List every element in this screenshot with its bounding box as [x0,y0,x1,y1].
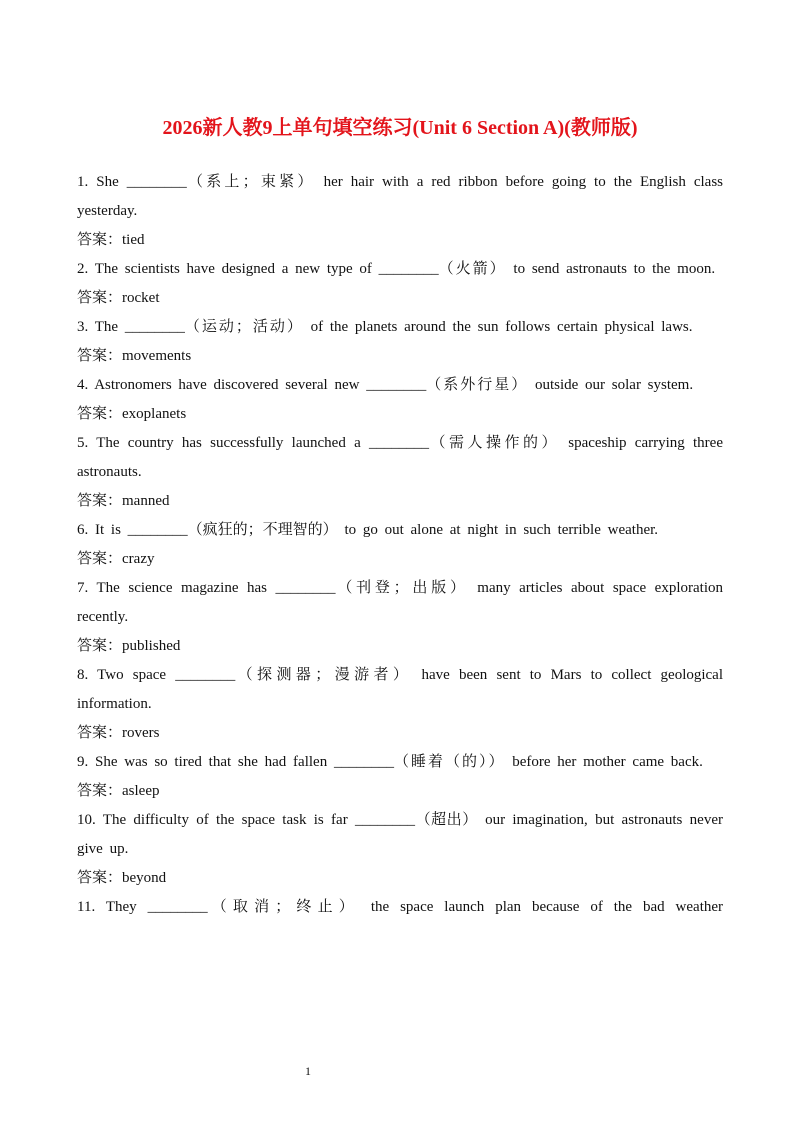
question-text-before: The science magazine has [96,580,268,596]
question-9 [77,748,723,777]
answer-blank: ________ [378,261,439,277]
question-text-before: It is [95,522,121,538]
chinese-hint: （取消；终止） [207,899,360,915]
answer-blank: ________ [127,522,188,538]
answer-text: rocket [122,290,160,306]
answer-blank: ________ [333,754,394,770]
answer-8 [77,719,723,748]
answer-text: manned [122,493,170,509]
answer-label: 答案： [77,493,123,509]
question-text-after: the space launch plan because of the bad weather [370,899,724,915]
question-5 [77,429,723,487]
document-title: 2026新人教9上单句填空练习(Unit 6 Section A)(教师版) [162,117,638,139]
answer-blank: ________ [175,667,236,683]
question-text-before: Two space [97,667,167,683]
answer-text: published [122,638,181,654]
chinese-hint: （系外行星） [426,377,529,393]
chinese-hint: （刊登；出版） [335,580,469,596]
answer-label: 答案： [77,638,123,654]
question-text-before: They [105,899,137,915]
question-number: 10. [77,812,96,828]
question-text-after: of the planets around the sun follows certain physical laws. [310,319,693,335]
answer-text: exoplanets [122,406,187,422]
question-10 [77,806,723,864]
question-text-after: have been sent to Mars to collect geological information. [77,667,724,712]
answer-text: tied [122,232,145,248]
answer-blank: ________ [126,174,187,190]
question-text-after: her hair with a red ribbon before going to the English class yesterday. [77,174,723,219]
chinese-hint: （睡着（的）） [393,754,506,770]
answer-label: 答案： [77,551,123,567]
question-2 [77,255,723,284]
answer-text: beyond [122,870,167,886]
question-text-after: spaceship carrying three astronauts. [77,435,723,480]
question-text-after: our imagination, but astronauts never give up. [77,812,723,857]
chinese-hint: （疯狂的；不理智的） [187,522,338,538]
chinese-hint: （运动；活动） [184,319,304,335]
answer-2 [77,284,723,313]
question-text-after: to go out alone at night in such terrible weather. [344,522,659,538]
question-text-before: The difficulty of the space task is far [102,812,348,828]
question-text-after: to send astronauts to the moon. [513,261,716,277]
question-6 [77,516,723,545]
answer-blank: ________ [355,812,416,828]
answer-text: crazy [122,551,155,567]
question-number: 11. [77,899,96,915]
answer-text: rovers [122,725,160,741]
answer-label: 答案： [77,232,123,248]
question-text-before: The country has successfully launched a [96,435,361,451]
question-number: 7. [77,580,89,596]
answer-label: 答案： [77,348,123,364]
question-text-after: outside our solar system. [534,377,694,393]
question-number: 5. [77,435,89,451]
question-number: 3. [77,319,89,335]
answer-label: 答案： [77,725,123,741]
question-text-before: The [94,319,119,335]
answer-text: movements [122,348,192,364]
answer-label: 答案： [77,290,123,306]
answer-blank: ________ [275,580,336,596]
question-number: 4. [77,377,89,393]
question-11 [77,893,723,922]
question-number: 6. [77,522,89,538]
question-text-before: She was so tired that she had fallen [95,754,328,770]
question-3 [77,313,723,342]
question-number: 8. [77,667,89,683]
page-number: 1 [305,1064,311,1078]
answer-label: 答案： [77,783,123,799]
answer-6 [77,545,723,574]
answer-7 [77,632,723,661]
answer-blank: ________ [124,319,185,335]
question-text-before: The scientists have designed a new type of [94,261,372,277]
answer-3 [77,342,723,371]
question-number: 2. [77,261,89,277]
chinese-hint: （系上；束紧） [186,174,316,190]
chinese-hint: （超出） [415,812,478,828]
answer-text: asleep [122,783,160,799]
question-1 [77,168,723,226]
question-4 [77,371,723,400]
chinese-hint: （火箭） [438,261,507,277]
answer-4 [77,400,723,429]
answer-5 [77,487,723,516]
answer-label: 答案： [77,870,123,886]
answer-blank: ________ [368,435,429,451]
question-text-before: Astronomers have discovered several new [94,377,360,393]
answer-10 [77,864,723,893]
question-number: 9. [77,754,89,770]
exercise-list [77,168,723,922]
question-7 [77,574,723,632]
answer-label: 答案： [77,406,123,422]
question-number: 1. [77,174,89,190]
question-text-after: many articles about space exploration recently. [77,580,723,625]
answer-9 [77,777,723,806]
answer-1 [77,226,723,255]
question-text-before: She [96,174,119,190]
question-8 [77,661,723,719]
chinese-hint: （探测器；漫游者） [235,667,413,683]
answer-blank: ________ [366,377,427,393]
answer-blank: ________ [147,899,208,915]
question-text-after: before her mother came back. [512,754,703,770]
chinese-hint: （需人操作的） [428,435,560,451]
